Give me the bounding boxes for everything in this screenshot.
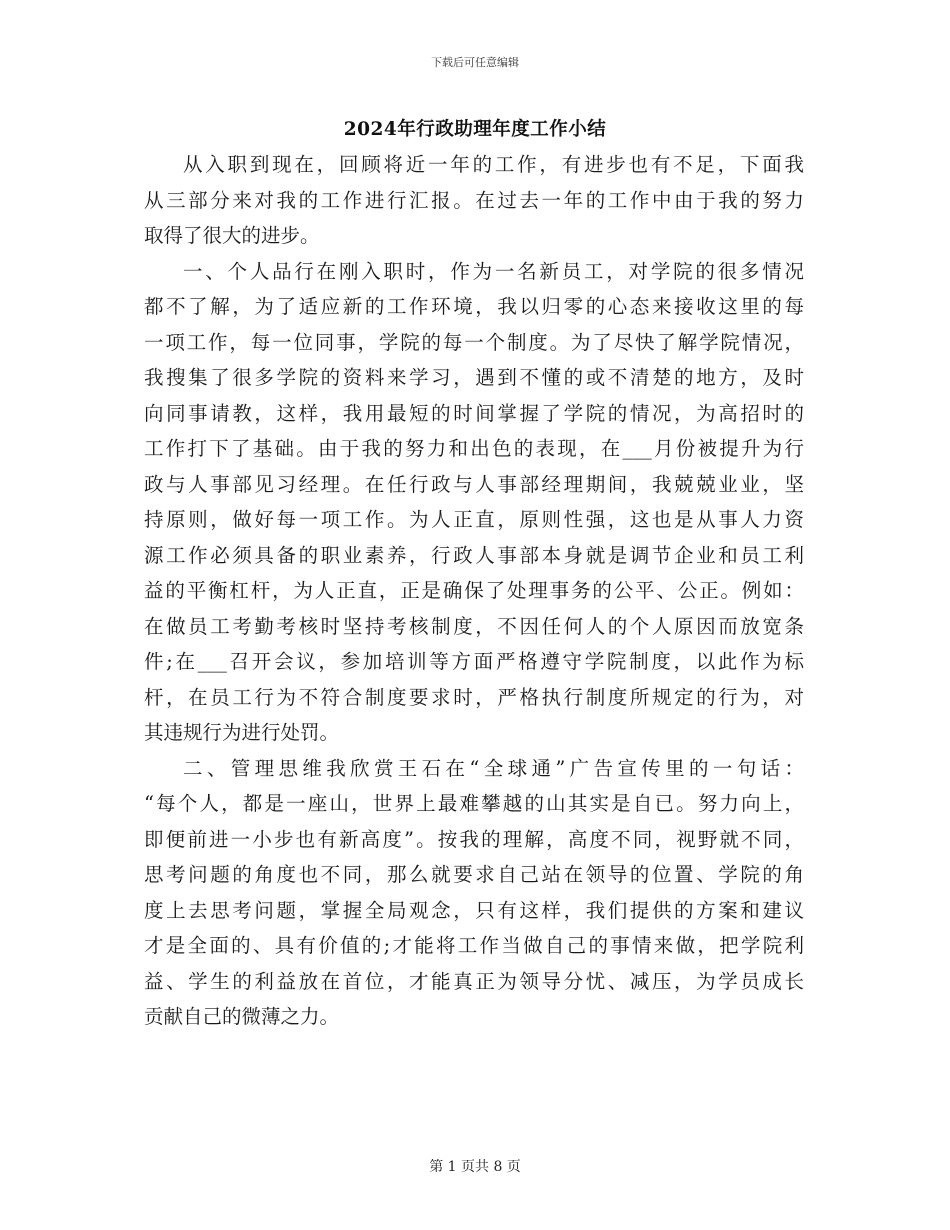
text-line: 政与人事部见习经理。在任行政与人事部经理期间，我兢兢业业，坚 <box>144 472 804 496</box>
text-line: 才是全面的、具有价值的;才能将工作当做自己的事情来做，把学院利 <box>144 934 804 957</box>
paragraph-management-thinking <box>144 751 804 1035</box>
text-line: 向同事请教，这样，我用最短的时间掌握了学院的情况，为高招时的 <box>144 401 804 425</box>
text-line: 从三部分来对我的工作进行汇报。在过去一年的工作中由于我的努力 <box>144 188 804 212</box>
text-line: 在做员工考勤考核时坚持考核制度，不因任何人的个人原因而放宽条 <box>144 614 804 638</box>
text-line: 杆，在员工行为不符合制度要求时，严格执行制度所规定的行为，对 <box>144 685 804 709</box>
page-footer: 第 1 页共 8 页 <box>429 1159 521 1175</box>
text-line: 二、管理思维我欣赏王石在“全球通”广告宣传里的一句话： <box>183 756 804 780</box>
document-title: 2024年行政助理年度工作小结 <box>343 119 607 140</box>
text-line: “每个人，都是一座山，世界上最难攀越的山其实是自已。努力向上， <box>144 792 804 815</box>
text-line: 持原则，做好每一项工作。为人正直，原则性强，这也是从事人力资 <box>144 508 804 531</box>
text-line: 一、个人品行在刚入职时，作为一名新员工，对学院的很多情况 <box>183 259 804 283</box>
text-line: 即便前进一小步也有新高度”。按我的理解，高度不同，视野就不同， <box>144 827 804 851</box>
header-note: 下载后可任意编辑 <box>431 56 519 69</box>
text-line: 思考问题的角度也不同，那么就要求自己站在领导的位置、学院的角 <box>144 863 804 886</box>
text-line: 一项工作，每一位同事，学院的每一个制度。为了尽快了解学院情况， <box>144 330 804 354</box>
text-line: 贡献自己的微薄之力。 <box>144 1005 340 1028</box>
text-line: 其违规行为进行处罚。 <box>144 721 340 744</box>
paragraph-intro <box>144 147 804 254</box>
text-line: 我搜集了很多学院的资料来学习，遇到不懂的或不清楚的地方，及时 <box>144 366 804 389</box>
text-line: 益、学生的利益放在首位，才能真正为领导分忧、减压，为学员成长 <box>144 969 804 993</box>
paragraph-personal-conduct <box>144 254 804 751</box>
text-line: 源工作必须具备的职业素养，行政人事部本身就是调节企业和员工利 <box>144 543 804 567</box>
text-line: 都不了解，为了适应新的工作环境，我以归零的心态来接收这里的每 <box>144 295 804 318</box>
text-line: 取得了很大的进步。 <box>144 224 320 247</box>
text-line: 从入职到现在，回顾将近一年的工作，有进步也有不足，下面我 <box>183 153 804 176</box>
text-line: 益的平衡杠杆，为人正直，正是确保了处理事务的公平、公正。例如： <box>144 579 804 602</box>
text-line: 工作打下了基础。由于我的努力和出色的表现，在___月份被提升为行 <box>144 437 804 460</box>
text-line: 件;在___召开会议，参加培训等方面严格遵守学院制度，以此作为标 <box>144 650 804 673</box>
text-line: 度上去思考问题，掌握全局观念，只有这样，我们提供的方案和建议 <box>144 898 804 922</box>
document-body <box>144 147 804 1035</box>
